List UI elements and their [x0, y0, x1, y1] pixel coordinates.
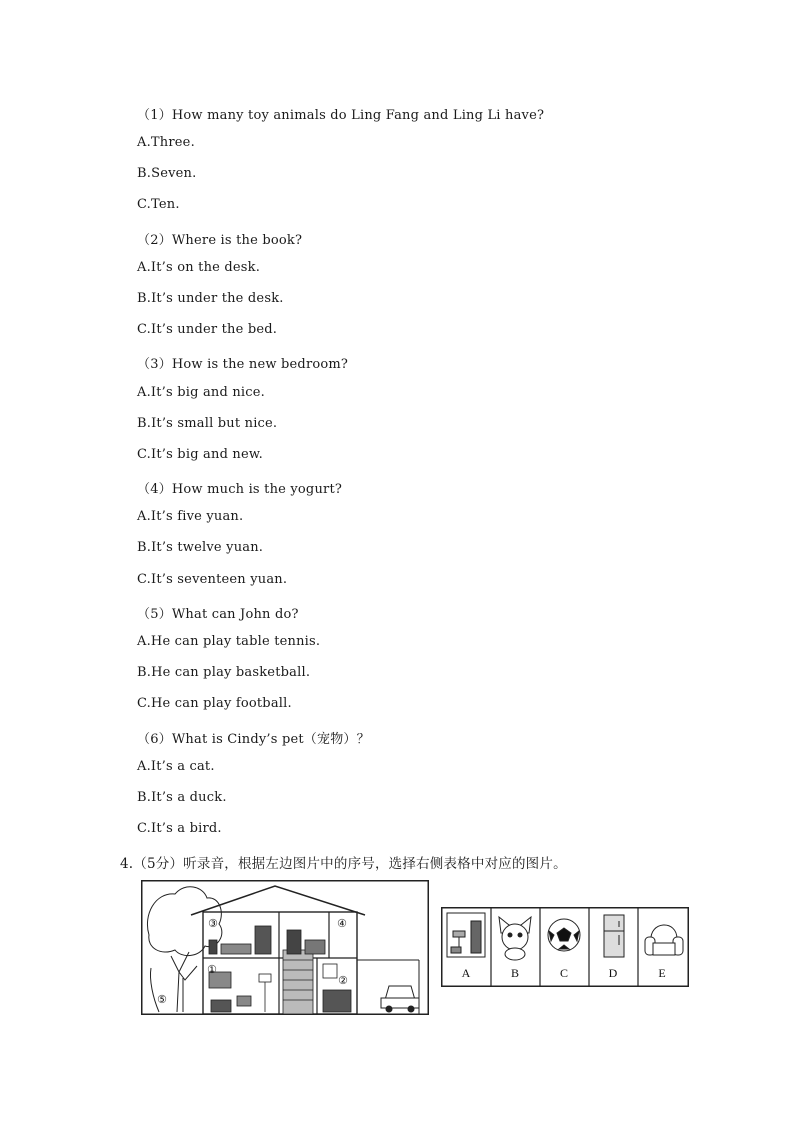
question-4-option-a: A.It’s five yuan.	[137, 509, 244, 524]
question-5-stem: （5）What can John do?	[137, 607, 299, 622]
item-label-b: B	[510, 966, 520, 980]
question-6-option-a: A.It’s a cat.	[137, 759, 215, 774]
question-2-option-b: B.It’s under the desk.	[137, 291, 284, 306]
question-1-option-b: B.Seven.	[137, 166, 197, 181]
items-table	[441, 907, 689, 987]
question-2-option-c: C.It’s under the bed.	[137, 322, 278, 337]
question-5-option-b: B.He can play basketball.	[137, 665, 311, 680]
question-3-option-b: B.It’s small but nice.	[137, 416, 278, 431]
stairs	[283, 950, 313, 1014]
question-6-option-b: B.It’s a duck.	[137, 790, 227, 805]
question-3-option-c: C.It’s big and new.	[137, 447, 264, 462]
item-label-d: D	[608, 966, 618, 980]
soccer-ball-icon	[548, 919, 580, 951]
room-number-4: ④	[337, 917, 347, 930]
question-2-stem: （2）Where is the book?	[137, 233, 303, 248]
question-3-stem: （3）How is the new bedroom?	[137, 357, 349, 372]
question-4-instruction: 4.（5分）听录音，根据左边图片中的序号，选择右侧表格中对应的图片。	[120, 856, 567, 872]
room-number-3: ③	[208, 917, 218, 930]
item-label-c: C	[559, 966, 569, 980]
question-6-stem: （6）What is Cindy’s pet（宠物）？	[137, 732, 370, 747]
question-2-option-a: A.It’s on the desk.	[137, 260, 261, 275]
question-4-option-b: B.It’s twelve yuan.	[137, 540, 264, 555]
room-number-1: ①	[207, 963, 217, 976]
question-5-option-c: C.He can play football.	[137, 696, 292, 711]
refrigerator-icon	[604, 915, 624, 957]
item-label-a: A	[461, 966, 471, 980]
question-6-option-c: C.It’s a bird.	[137, 821, 222, 836]
room-number-5: ⑤	[157, 993, 167, 1006]
question-1-option-c: C.Ten.	[137, 197, 180, 212]
question-5-option-a: A.He can play table tennis.	[137, 634, 321, 649]
question-4-stem: （4）How much is the yogurt?	[137, 482, 343, 497]
house-figure	[141, 880, 429, 1015]
question-1-stem: （1）How many toy animals do Ling Fang and Ling Li have?	[137, 108, 545, 123]
question-1-option-a: A.Three.	[137, 135, 195, 150]
room-number-2: ②	[338, 974, 348, 987]
question-4-option-c: C.It’s seventeen yuan.	[137, 572, 288, 587]
item-label-e: E	[658, 966, 666, 980]
question-3-option-a: A.It’s big and nice.	[137, 385, 265, 400]
